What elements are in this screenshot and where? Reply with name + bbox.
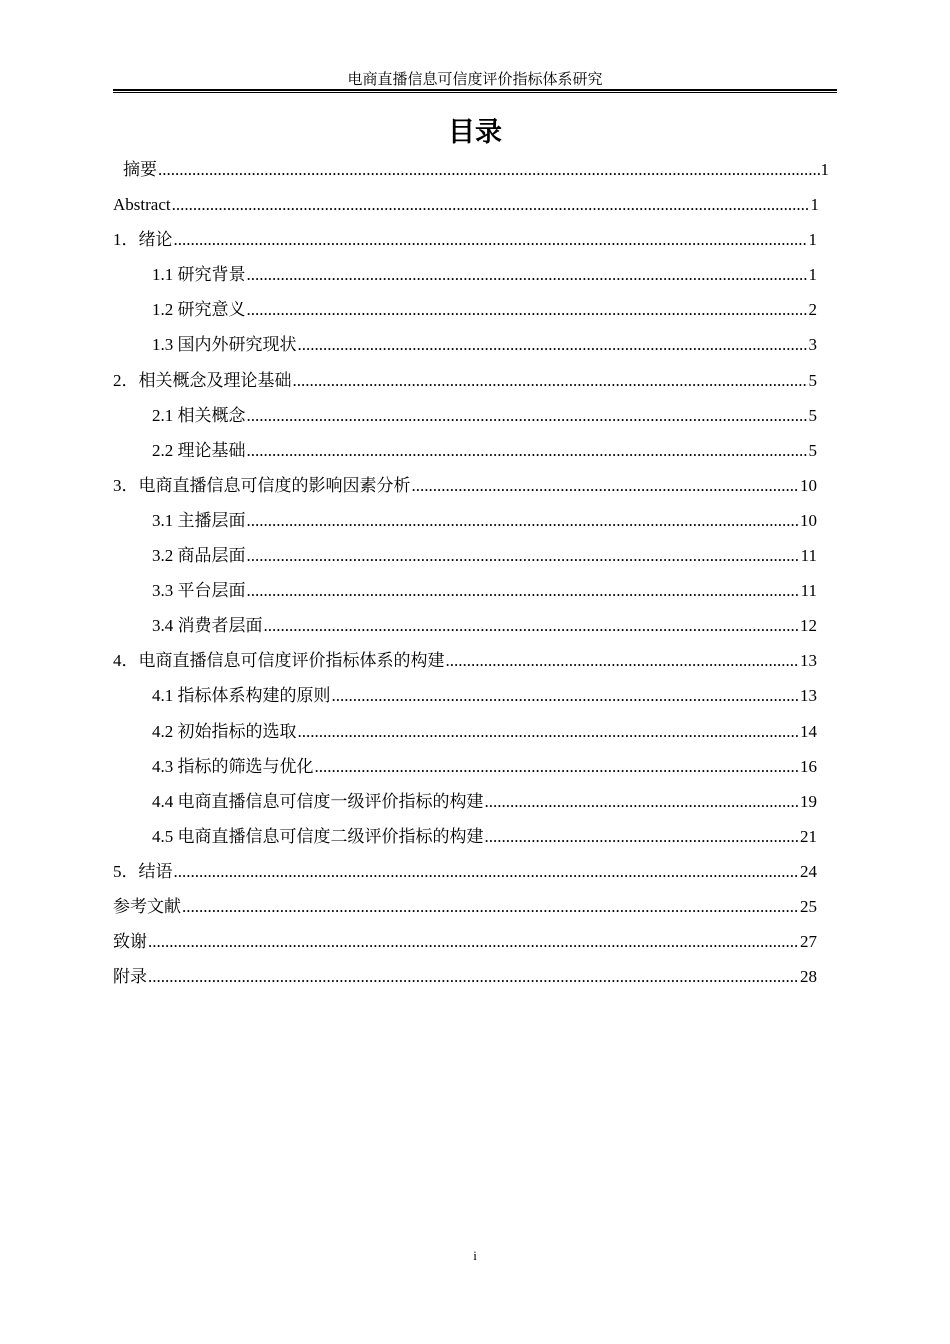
toc-entry[interactable] xyxy=(113,509,829,544)
toc-entry[interactable] xyxy=(113,439,829,474)
toc-entry-page: 1 xyxy=(808,265,817,285)
toc-entry[interactable] xyxy=(113,965,829,1000)
toc-entry-label: 1．绪论 xyxy=(113,230,173,250)
toc-entry-page: 14 xyxy=(800,721,817,741)
toc-entry-label: 参考文献 xyxy=(113,896,181,916)
toc-entry-page: 10 xyxy=(800,475,817,495)
toc-entry-page: 19 xyxy=(800,791,817,811)
toc-entry-page: 21 xyxy=(800,826,817,846)
toc-entry-page: 11 xyxy=(800,546,817,566)
dot-leader xyxy=(172,193,810,217)
toc-entry[interactable] xyxy=(113,263,829,298)
toc-entry-page: 16 xyxy=(800,756,817,776)
toc-entry[interactable] xyxy=(113,755,829,790)
toc-entry[interactable] xyxy=(113,228,829,263)
dot-leader xyxy=(247,579,800,603)
dot-leader xyxy=(174,228,808,252)
toc-entry-page: 5 xyxy=(808,440,817,460)
dot-leader xyxy=(247,404,808,428)
toc-entry-label: 2.1 相关概念 xyxy=(152,405,246,425)
toc-entry-page: 2 xyxy=(808,300,817,320)
dot-leader xyxy=(247,544,800,568)
toc-entry-label: 1.1 研究背景 xyxy=(152,265,246,285)
dot-leader xyxy=(182,895,799,919)
dot-leader xyxy=(247,263,808,287)
toc-entry[interactable] xyxy=(113,333,829,368)
toc-entry-label: 3.1 主播层面 xyxy=(152,510,246,530)
page-title: 目录 xyxy=(448,117,502,148)
toc-entry-label: 1.2 研究意义 xyxy=(152,300,246,320)
toc-entry[interactable] xyxy=(113,825,829,860)
toc-entry-page: 12 xyxy=(800,616,817,636)
toc-entry-label: 致谢 xyxy=(113,932,147,952)
dot-leader xyxy=(247,298,808,322)
toc-entry[interactable] xyxy=(113,930,829,965)
toc-entry[interactable] xyxy=(113,614,829,649)
toc-entry[interactable] xyxy=(113,790,829,825)
page-number: i xyxy=(473,1248,477,1263)
dot-leader xyxy=(174,860,800,884)
toc-entry-page: 24 xyxy=(800,861,817,881)
toc-entry[interactable] xyxy=(113,895,829,930)
toc-entry[interactable] xyxy=(113,474,829,509)
toc-entry-label: 4.3 指标的筛选与优化 xyxy=(152,756,314,776)
dot-leader xyxy=(247,439,808,463)
dot-leader xyxy=(264,614,800,638)
toc-entry-label: 2.2 理论基础 xyxy=(152,440,246,460)
dot-leader xyxy=(446,649,800,673)
toc-entry-page: 10 xyxy=(800,510,817,530)
toc-entry[interactable] xyxy=(113,684,829,719)
toc-entry[interactable] xyxy=(113,158,829,193)
toc-entry-page: 1 xyxy=(808,230,817,250)
toc-entry-page: 28 xyxy=(800,967,817,987)
dot-leader xyxy=(298,333,808,357)
toc-entry-label: 4.4 电商直播信息可信度一级评价指标的构建 xyxy=(152,791,484,811)
toc-entry[interactable] xyxy=(113,579,829,614)
toc-entry-label: 3.4 消费者层面 xyxy=(152,616,263,636)
toc-entry-label: 4.1 指标体系构建的原则 xyxy=(152,686,331,706)
toc-entry-page: 5 xyxy=(808,370,817,390)
toc-entry[interactable] xyxy=(113,404,829,439)
dot-leader xyxy=(485,825,800,849)
toc-entry-page: 13 xyxy=(800,651,817,671)
toc-entry-label: 4.5 电商直播信息可信度二级评价指标的构建 xyxy=(152,826,484,846)
toc-entry-page: 1 xyxy=(820,160,829,179)
running-header: 电商直播信息可信度评价指标体系研究 xyxy=(347,72,603,88)
toc-entry-label: 附录 xyxy=(113,967,147,987)
toc-entry[interactable] xyxy=(113,544,829,579)
toc-entry-label: Abstract xyxy=(113,195,171,215)
toc-entry-page: 1 xyxy=(810,195,819,215)
table-of-contents xyxy=(113,158,829,1000)
toc-entry-page: 13 xyxy=(800,686,817,706)
dot-leader xyxy=(298,720,800,744)
dot-leader xyxy=(315,755,800,779)
dot-leader xyxy=(148,965,799,989)
toc-entry[interactable] xyxy=(113,298,829,333)
dot-leader xyxy=(412,474,800,498)
toc-entry-label: 4.2 初始指标的选取 xyxy=(152,721,297,741)
toc-entry-label: 3.2 商品层面 xyxy=(152,546,246,566)
toc-entry-label: 4．电商直播信息可信度评价指标体系的构建 xyxy=(113,651,445,671)
toc-entry-page: 11 xyxy=(800,581,817,601)
toc-entry[interactable] xyxy=(113,649,829,684)
toc-entry-label: 5．结语 xyxy=(113,861,173,881)
toc-entry[interactable] xyxy=(113,720,829,755)
dot-leader xyxy=(485,790,800,814)
dot-leader xyxy=(158,158,820,182)
dot-leader xyxy=(148,930,799,954)
header-rule-thin xyxy=(113,92,837,93)
dot-leader xyxy=(293,369,808,393)
toc-entry-label: 1.3 国内外研究现状 xyxy=(152,335,297,355)
toc-entry-label: 3.3 平台层面 xyxy=(152,581,246,601)
toc-entry-label: 摘要 xyxy=(123,160,157,179)
dot-leader xyxy=(332,684,800,708)
toc-entry-page: 27 xyxy=(800,932,817,952)
dot-leader xyxy=(247,509,800,533)
header-rule-thick xyxy=(113,89,837,91)
toc-entry[interactable] xyxy=(113,860,829,895)
toc-entry[interactable] xyxy=(113,369,829,404)
toc-entry-page: 25 xyxy=(800,896,817,916)
toc-entry-label: 3．电商直播信息可信度的影响因素分析 xyxy=(113,475,411,495)
toc-entry-label: 2．相关概念及理论基础 xyxy=(113,370,292,390)
toc-entry-page: 5 xyxy=(808,405,817,425)
toc-entry-page: 3 xyxy=(808,335,817,355)
toc-entry[interactable] xyxy=(113,193,829,228)
